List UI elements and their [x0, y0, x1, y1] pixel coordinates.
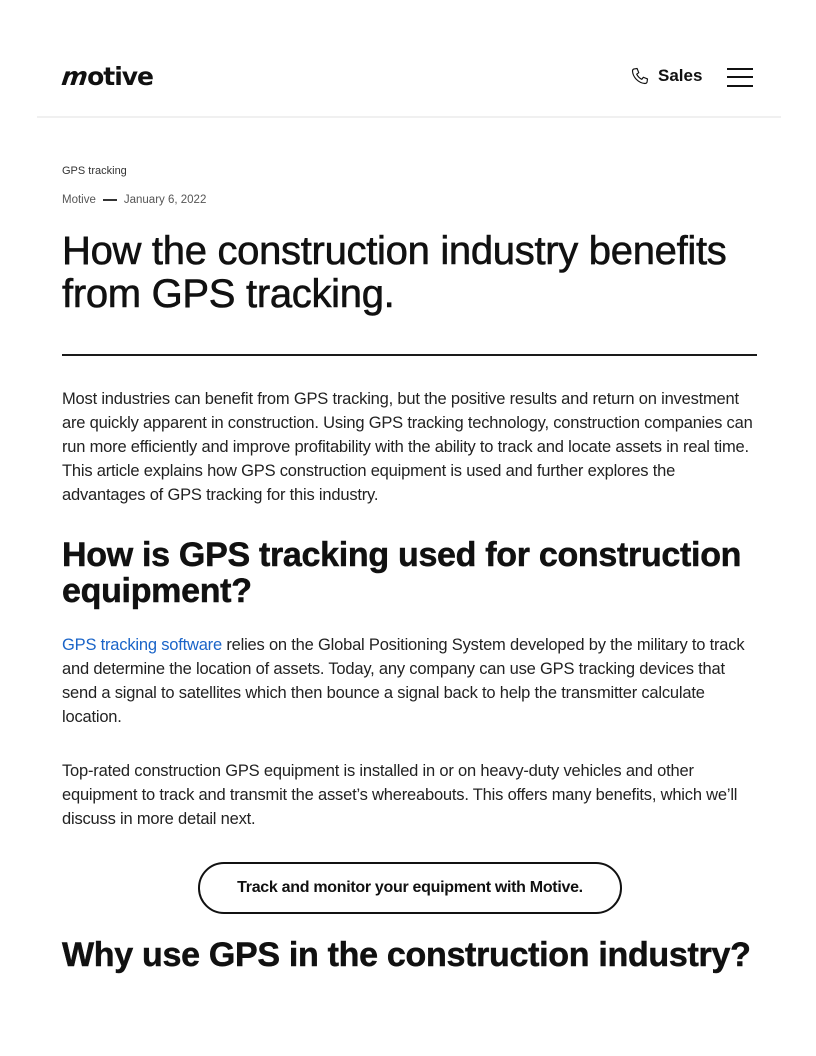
section-heading-how: How is GPS tracking used for construction equipment?: [62, 536, 742, 610]
intro-paragraph: Most industries can benefit from GPS tracking, but the positive results and return on investment are quickly apparent in construction. Using GPS tracking technology, construction companies can run more efficiently and improve profitability with the ability to track and locate assets in real time. This article explains how GPS construction equipment is used and further explores the advantages of GPS tracking for this industry.: [62, 390, 753, 504]
author: Motive: [62, 194, 96, 206]
title-divider: [62, 354, 757, 356]
dash-separator: [103, 199, 117, 201]
article-title: How the construction industry benefits from GPS tracking.: [62, 229, 727, 316]
phone-icon: [630, 66, 650, 86]
section-heading-why: Why use GPS in the construction industry?: [62, 936, 751, 974]
menu-bar: [727, 68, 753, 70]
motive-logo[interactable]: [57, 62, 154, 91]
menu-bar: [727, 85, 753, 87]
logo-text: otive: [87, 62, 154, 91]
sales-button[interactable]: [630, 66, 702, 86]
article-category[interactable]: GPS tracking: [62, 165, 127, 177]
publish-date: January 6, 2022: [123, 194, 207, 206]
track-equipment-cta-button[interactable]: Track and monitor your equipment with Motive.: [198, 862, 622, 914]
site-header: [37, 0, 781, 118]
menu-bar: [727, 76, 753, 78]
section1-paragraph-1: [62, 633, 762, 729]
paragraph-text: relies on the Global Positioning System developed by the military to track and determine the location of assets. Today, any company can use GPS tracking devices that send a signal to satellites which then bounce a signal back to help the transmitter calculate location.: [62, 636, 745, 726]
section1-paragraph-2: Top-rated construction GPS equipment is installed in or on heavy-duty vehicles and other equipment to track and transmit the asset’s whereabouts. This offers many benefits, which we’ll discuss in more detail next.: [62, 762, 738, 828]
hamburger-menu-icon[interactable]: [727, 67, 753, 89]
byline: [62, 194, 206, 206]
sales-label: Sales: [658, 66, 703, 85]
gps-tracking-software-link[interactable]: GPS tracking software: [62, 636, 222, 654]
logo-m-glyph: m: [57, 62, 92, 91]
